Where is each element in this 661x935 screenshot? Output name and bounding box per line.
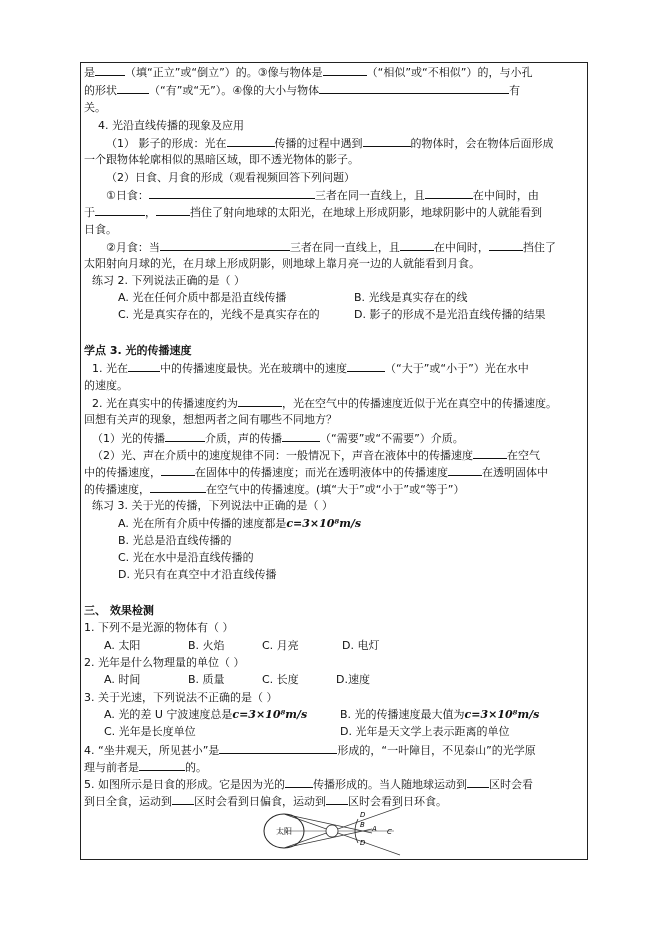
speed-p4-line1: （2）光、声在介质中的速度规律不同：一般情况下，声音在液体中的传播速度 在空气 [92,449,540,462]
p1-line2: 的形状 （“有”或“无”）。④像的大小与物体 有 [84,84,521,97]
speed-p2-line1: 2. 光在真实中的传播速度约为 ，光在空气中的传播速度近似于光在真空中的传播速度。 [92,397,557,410]
lunar-eclipse-line1: ②月食：当 三者在同一直线上，且 在中间时， 挡住了 [106,241,556,254]
solar-eclipse-line2: 于 ， 挡住了射向地球的太阳光，在地球上形成阴影，地球阴影中的人就能看到 [84,206,542,219]
q4-line1: 4. “坐井观天，所见甚小”是 形成的，“一叶障目，不见泰山”的光学原 [84,744,536,757]
q3-option-d[interactable]: D. 光年是天文学上表示距离的单位 [340,725,510,738]
blank[interactable] [128,360,160,372]
p1-line1: 是 （填“正立”或“倒立”）的。③像与物体是 （“相似”或“不相似”）的，与小孔 [84,66,533,79]
blank[interactable] [489,239,523,251]
blank[interactable] [219,742,337,754]
p1-line3: 关。 [84,101,106,114]
blank[interactable] [285,776,313,788]
exercise-3-option-d[interactable]: D. 光只有在真空中才沿直线传播 [118,568,277,581]
blank[interactable] [117,82,149,94]
blank[interactable] [473,447,507,459]
blank[interactable] [347,360,385,372]
blank[interactable] [319,82,509,94]
label-a: A [372,825,377,833]
q5-line1: 5. 如图所示是日食的形成。它是因为光的 传播形成的。当人随地球运动到 区时会看 [84,778,533,791]
q1-option-b[interactable]: B. 火焰 [188,639,225,652]
blank[interactable] [165,430,205,442]
blank[interactable] [139,759,185,771]
exercise-3-option-b[interactable]: B. 光总是沿直线传播的 [118,534,232,547]
exercise-2-question: 练习 2. 下列说法正确的是（ ） [92,274,245,287]
blank[interactable] [363,135,411,147]
sun-label: 太阳 [276,827,292,836]
q5-line2: 到日全食，运动到 区时会看到日偏食，运动到 区时会看到日环食。 [84,795,447,808]
q1-option-c[interactable]: C. 月亮 [262,639,299,652]
q3-option-a[interactable]: A. 光的差 U 宁波速度总是c=3×10⁸m/s [104,708,308,721]
blank[interactable] [238,395,282,407]
label-c: C [387,828,392,836]
solar-eclipse-line3: 日食。 [84,223,117,236]
speed-formula: c=3×10⁸m/s [464,708,540,721]
blank[interactable] [425,187,473,199]
exercise-2-option-c[interactable]: C. 光是真实存在的，光线不是真实存在的 [118,308,320,321]
blank[interactable] [160,239,290,251]
shadow-line1: （1） 影子的形成：光在 传播的过程中遇到 的物体时，会在物体后面形成 [106,137,554,150]
blank[interactable] [150,481,206,493]
speed-p1-line1: 1. 光在 中的传播速度最快。光在玻璃中的速度 （“大于”或“小于”）光在水中 [92,362,529,375]
blank[interactable] [400,239,434,251]
solar-eclipse-diagram [262,805,402,857]
q2-option-c[interactable]: C. 长度 [262,673,299,686]
exercise-3-question: 练习 3. 关于光的传播，下列说法中正确的是（ ） [92,499,333,512]
blank[interactable] [161,464,195,476]
speed-formula: c=3×10⁸m/s [286,517,362,530]
blank[interactable] [448,464,482,476]
label-d-bottom: D [360,839,366,847]
shadow-line2: 一个跟物体轮廓相似的黑暗区域，即不透光物体的影子。 [84,153,359,166]
speed-p4-line2: 中的传播速度， 在固体中的传播速度；而光在透明液体中的传播速度 在透明固体中 [84,466,548,479]
section-effect-check-heading: 三、 效果检测 [84,604,154,617]
q2-option-a[interactable]: A. 时间 [104,673,141,686]
label-b: B [360,821,365,829]
exercise-3-option-c[interactable]: C. 光在水中是沿直线传播的 [118,551,254,564]
moon-circle [326,825,338,837]
blank[interactable] [282,430,320,442]
blank[interactable] [323,64,367,76]
blank[interactable] [149,187,315,199]
q3-text: 3. 关于光速，下列说法不正确的是（ ） [84,691,278,704]
exercise-2-option-a[interactable]: A. 光在任何介质中都是沿直线传播 [118,291,287,304]
q2-option-d[interactable]: D.速度 [336,673,370,686]
blank[interactable] [467,776,489,788]
section-4-heading: 4. 光沿直线传播的现象及应用 [98,119,244,132]
label-d-top: D [360,811,366,819]
speed-formula: c=3×10⁸m/s [232,708,308,721]
q4-line2: 理与前者是 的。 [84,761,207,774]
blank[interactable] [172,793,194,805]
q1-option-d[interactable]: D. 电灯 [342,639,380,652]
speed-p2-line2: 回想有关声的现象，想想两者之间有哪些不同地方？ [84,413,337,426]
blank[interactable] [227,135,275,147]
exercise-2-option-b[interactable]: B. 光线是真实存在的线 [354,291,468,304]
q2-text: 2. 光年是什么物理量的单位（ ） [84,656,245,669]
lunar-eclipse-line2: 太阳射向月球的光，在月球上形成阴影，则地球上靠月亮一边的人就能看到月食。 [84,257,480,270]
exercise-2-option-d[interactable]: D. 影子的形成不是光沿直线传播的结果 [354,308,546,321]
exercise-3-option-a[interactable]: A. 光在所有介质中传播的速度都是c=3×10⁸m/s [118,517,362,530]
blank[interactable] [326,793,348,805]
speed-p1-line2: 的速度。 [84,379,128,392]
q3-option-b[interactable]: B. 光的传播速度最大值为c=3×10⁸m/s [340,708,540,721]
eclipse-heading: （2）日食、月食的形成（观看视频回答下列问题） [106,171,355,184]
q1-text: 1. 下列不是光源的物体有（ ） [84,621,234,634]
q3-option-c[interactable]: C. 光年是长度单位 [104,725,196,738]
section-3-title: 学点 3. 光的传播速度 [84,344,192,357]
speed-p4-line3: 的传播速度， 在空气中的传播速度。(填“大于”或“小于”或“等于”） [84,483,465,496]
blank[interactable] [156,204,190,216]
speed-p3: （1）光的传播 介质，声的传播 （“需要”或“不需要”）介质。 [92,432,464,445]
blank[interactable] [95,204,145,216]
q2-option-b[interactable]: B. 质量 [188,673,225,686]
solar-eclipse-line1: ①日食： 三者在同一直线上，且 在中间时，由 [106,189,539,202]
q1-option-a[interactable]: A. 太阳 [104,639,141,652]
blank[interactable] [95,64,125,76]
